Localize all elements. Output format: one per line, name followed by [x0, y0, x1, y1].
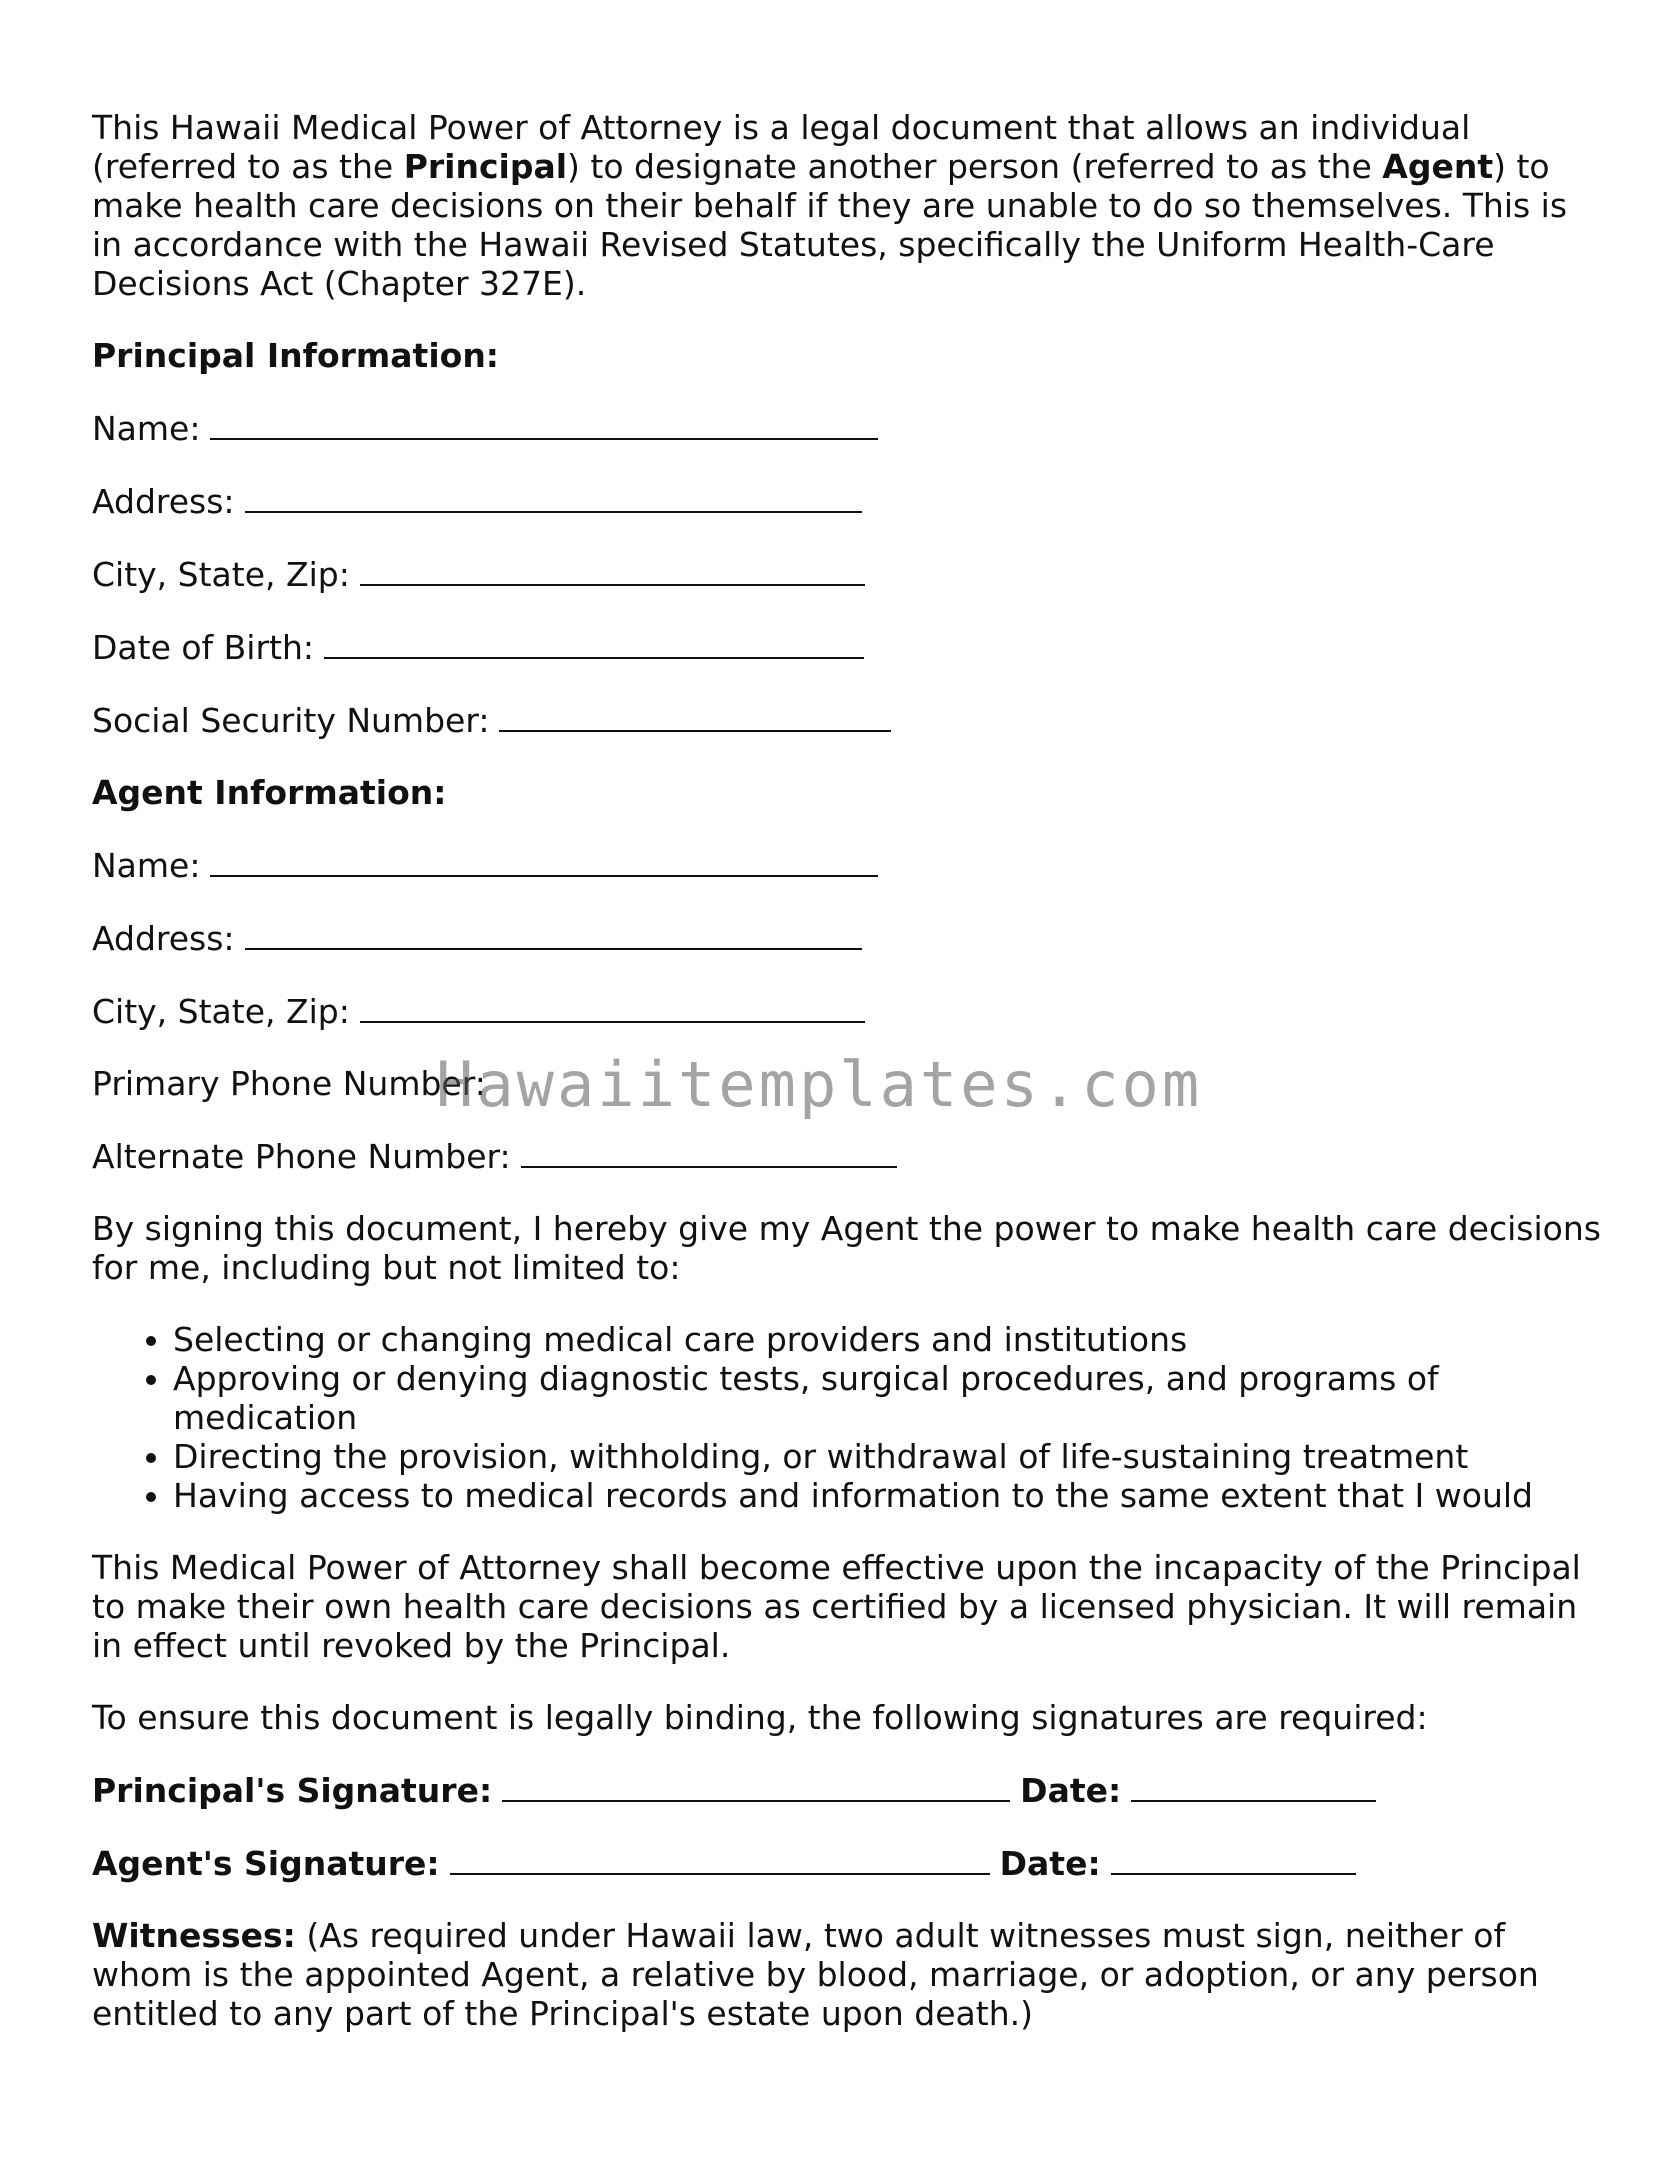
agent-name-line[interactable] [210, 845, 878, 877]
witnesses-paragraph [92, 1916, 1602, 2033]
list-item: • Selecting or changing medical care providers and institutions [173, 1320, 1602, 1359]
powers-list [92, 1320, 1602, 1515]
principal-address-label: Address: [92, 482, 235, 521]
agent-city-line[interactable] [360, 991, 865, 1023]
agent-address-label: Address: [92, 919, 235, 958]
agent-primary-phone-label: Primary Phone Number: [92, 1064, 486, 1103]
principal-name-field [92, 408, 1602, 448]
principal-dob-line[interactable] [324, 627, 864, 659]
agent-signature-blank[interactable] [450, 1843, 990, 1875]
agent-date-blank[interactable] [1111, 1843, 1356, 1875]
principal-address-field [92, 481, 1602, 521]
agent-date-label: Date: [999, 1844, 1101, 1883]
principal-name-line[interactable] [210, 408, 878, 440]
principal-ssn-field [92, 700, 1602, 740]
intro-paragraph [92, 108, 1602, 303]
agent-info-heading: Agent Information: [92, 773, 447, 812]
watermark: Hawaiitemplates.com [436, 1048, 1203, 1121]
agent-address-line[interactable] [245, 918, 862, 950]
principal-city-label: City, State, Zip: [92, 555, 350, 594]
principal-signature-line [92, 1770, 1602, 1810]
agent-alternate-phone-field [92, 1136, 1602, 1176]
principal-address-line[interactable] [245, 481, 862, 513]
agent-city-field [92, 991, 1602, 1031]
list-item: • Approving or denying diagnostic tests, surgical procedures, and programs of medication [173, 1359, 1602, 1437]
agent-alternate-phone-label: Alternate Phone Number: [92, 1137, 511, 1176]
powers-intro: By signing this document, I hereby give my Agent the power to make health care decisions for me, including but not limited to: [92, 1209, 1601, 1287]
principal-info-heading: Principal Information: [92, 336, 500, 375]
intro-text-1: This Hawaii Medical Power of Attorney is a legal document that allows an individual (referred to as the [92, 108, 1471, 186]
principal-signature-label: Principal's Signature: [92, 1771, 493, 1810]
witnesses-label: Witnesses: [92, 1916, 296, 1955]
principal-term: Principal [403, 147, 568, 186]
agent-name-label: Name: [92, 846, 201, 885]
list-item: • Having access to medical records and information to the same extent that I would [173, 1476, 1602, 1515]
effective-paragraph: This Medical Power of Attorney shall become effective upon the incapacity of the Principal to make their own health care decisions as certified by a licensed physician. It will remain in effect until revoked by the Principal. [92, 1548, 1581, 1665]
principal-city-line[interactable] [360, 554, 865, 586]
signatures-intro: To ensure this document is legally binding, the following signatures are required: [92, 1698, 1428, 1737]
agent-city-label: City, State, Zip: [92, 992, 350, 1031]
agent-term: Agent [1382, 147, 1494, 186]
agent-address-field [92, 918, 1602, 958]
principal-name-label: Name: [92, 409, 201, 448]
principal-dob-field [92, 627, 1602, 667]
witnesses-text: (As required under Hawaii law, two adult witnesses must sign, neither of whom is the appointed Agent, a relative by blood, marriage, or adoption, or any person entitled to any part of the Principal's estate upon death.) [92, 1916, 1539, 2033]
principal-city-field [92, 554, 1602, 594]
principal-signature-blank[interactable] [502, 1770, 1010, 1802]
intro-text-2: ) to designate another person (referred to as the [567, 147, 1383, 186]
list-item: • Directing the provision, withholding, or withdrawal of life-sustaining treatment [173, 1437, 1602, 1476]
agent-name-field [92, 845, 1602, 885]
agent-signature-label: Agent's Signature: [92, 1844, 440, 1883]
intro-text-3: ) to make health care decisions on their behalf if they are unable to do so themselves. This is in accordance with the Hawaii Revised Statutes, specifically the Uniform Health-Care Decisions Act (Chapter 327E). [92, 147, 1568, 303]
principal-dob-label: Date of Birth: [92, 628, 315, 667]
principal-date-blank[interactable] [1131, 1770, 1376, 1802]
agent-signature-line [92, 1843, 1602, 1883]
principal-ssn-label: Social Security Number: [92, 701, 490, 740]
principal-date-label: Date: [1020, 1771, 1122, 1810]
agent-alternate-phone-line[interactable] [521, 1136, 897, 1168]
principal-ssn-line[interactable] [499, 700, 891, 732]
